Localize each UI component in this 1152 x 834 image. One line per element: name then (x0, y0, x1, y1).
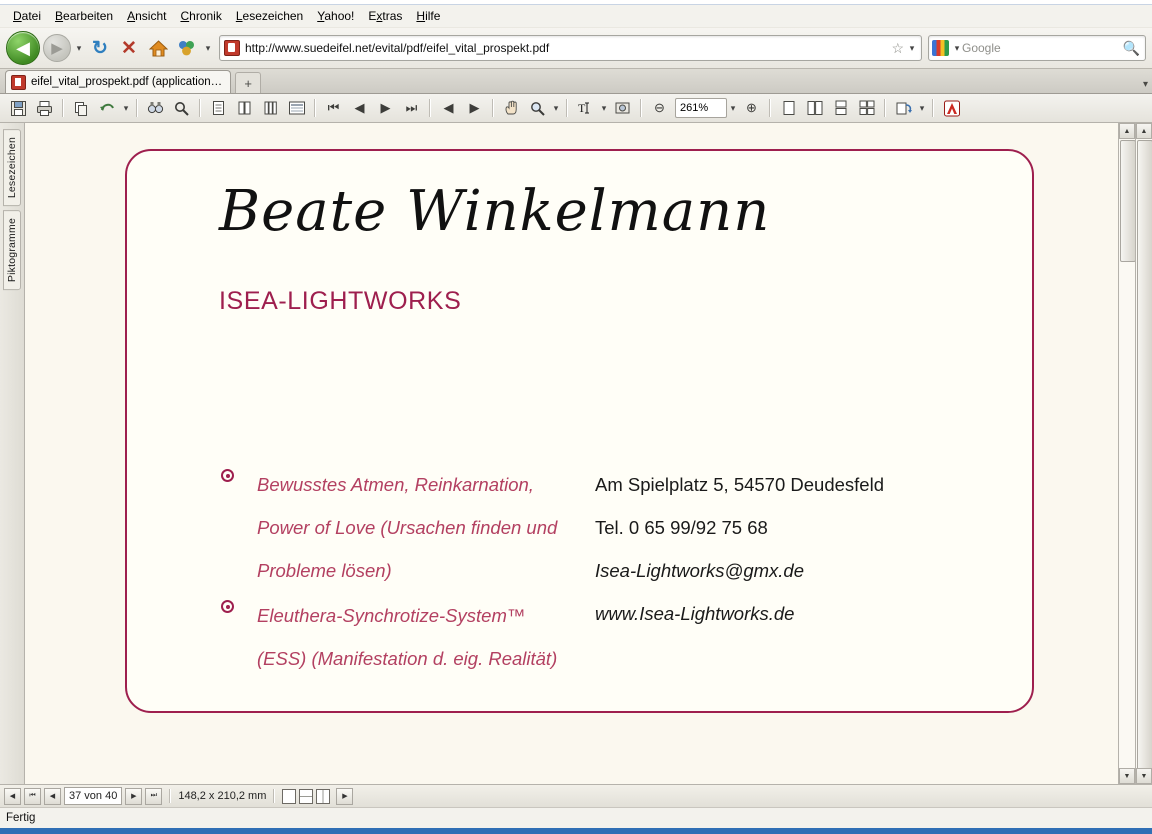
previous-page-icon: ◀ (354, 100, 365, 115)
menu-item-extras[interactable]: Extras (368, 9, 403, 23)
previous-view-button[interactable] (436, 97, 461, 119)
browser-scroll-up-button[interactable] (1136, 123, 1152, 139)
menu-item-yahoo[interactable]: Yahoo! (317, 9, 355, 23)
status-prev-page-button[interactable] (44, 788, 61, 805)
tab-pdf-document[interactable] (5, 70, 231, 93)
browser-scroll-down-button[interactable] (1136, 768, 1152, 784)
scroll-left-button[interactable] (4, 788, 21, 805)
service-line: Probleme lösen) (257, 560, 392, 581)
bullet-icon (221, 469, 234, 482)
first-page-icon: ⏮ (327, 100, 340, 115)
previous-page-icon: ◀ (49, 793, 56, 800)
previous-page-button[interactable] (347, 97, 372, 119)
tab-favicon-icon (11, 75, 26, 90)
scroll-thumb[interactable] (1120, 140, 1136, 262)
zoom-tool-button[interactable] (525, 97, 550, 119)
toolbar-separator (492, 99, 494, 117)
status-separator (169, 789, 171, 803)
next-view-icon: ▶ (469, 100, 480, 115)
toolbar-separator (640, 99, 642, 117)
page-layout-button-1[interactable] (776, 97, 801, 119)
people-icon (177, 39, 197, 57)
card-subtitle: ISEA-LIGHTWORKS (219, 287, 462, 315)
card-services (219, 463, 579, 682)
toolbar-separator (429, 99, 431, 117)
bullet-icon (221, 600, 234, 613)
service-line: Eleuthera-Synchrotize-System™ (257, 605, 526, 626)
google-logo-icon (932, 40, 949, 56)
text-select-caret-icon[interactable]: ▾ (601, 102, 607, 113)
zoom-out-button[interactable] (647, 97, 672, 119)
print-icon (36, 100, 53, 117)
page-size-label: 148,2 x 210,2 mm (178, 790, 267, 802)
pdf-toolbar (0, 94, 1152, 123)
first-page-button[interactable] (321, 97, 346, 119)
status-text: Fertig (6, 812, 36, 824)
text-select-button[interactable] (573, 97, 598, 119)
find-button[interactable] (143, 97, 168, 119)
hand-icon (503, 100, 520, 116)
profile-dropdown-caret-icon[interactable]: ▾ (205, 42, 211, 53)
next-page-icon: ▶ (131, 793, 137, 800)
two-page-layout-icon (807, 100, 823, 116)
stop-button[interactable] (116, 35, 142, 61)
adobe-logo-icon (943, 100, 961, 117)
toolbar-separator (62, 99, 64, 117)
reload-button[interactable] (87, 35, 113, 61)
toolbar-separator (136, 99, 138, 117)
zoom-out-icon: ⊖ (654, 100, 665, 115)
single-page-layout-icon (782, 100, 796, 116)
search-bar[interactable] (928, 35, 1146, 61)
menu-item-lesezeichen[interactable]: Lesezeichen (235, 9, 304, 23)
toolbar-separator (769, 99, 771, 117)
pdf-page[interactable] (25, 123, 1118, 784)
back-button[interactable] (6, 31, 40, 65)
sidebar-tab-piktogramme[interactable]: Piktogramme (3, 210, 21, 290)
first-page-icon: ⏮ (29, 792, 36, 799)
caret-up-icon: ▲ (1123, 127, 1131, 135)
reload-icon: ↻ (92, 37, 108, 59)
stop-icon: ✕ (121, 37, 137, 59)
save-button[interactable] (6, 97, 31, 119)
page-two-icon (238, 100, 251, 116)
forward-button[interactable] (43, 34, 71, 62)
zoom-in-icon: ⊕ (746, 100, 757, 115)
binoculars-icon (147, 100, 164, 116)
page-icon (212, 100, 225, 116)
sidebar-tab-lesezeichen[interactable]: Lesezeichen (3, 129, 21, 206)
print-button[interactable] (32, 97, 57, 119)
bookmark-star-icon[interactable]: ☆ (891, 39, 904, 56)
scroll-down-button[interactable] (1119, 768, 1135, 784)
status-first-page-button[interactable] (24, 788, 41, 805)
facing-layout-icon (859, 100, 875, 116)
adobe-help-button[interactable] (939, 97, 964, 119)
card-name: Beate Winkelmann (219, 179, 771, 244)
caret-down-icon: ▼ (1140, 772, 1148, 780)
browser-scroll-track[interactable] (1136, 139, 1152, 768)
home-icon (149, 40, 168, 57)
single-page-view-button[interactable] (282, 789, 296, 804)
svg-text:T: T (578, 101, 586, 115)
profile-button[interactable] (174, 35, 200, 61)
caret-left-icon: ◀ (9, 793, 16, 800)
url-text[interactable]: http://www.suedeifel.net/evital/pdf/eifel_vital_prospekt.pdf (245, 41, 550, 55)
zoom-in-button[interactable] (739, 97, 764, 119)
chevron-down-icon: ▾ (1142, 79, 1148, 90)
menu-item-ansicht[interactable]: Ansicht (127, 9, 167, 23)
contact-website: www.Isea-Lightworks.de (595, 603, 795, 624)
undo-icon (99, 101, 116, 116)
page-view-button-1[interactable] (206, 97, 231, 119)
service-item (219, 594, 579, 680)
menu-item-hilfe[interactable]: Hilfe (416, 9, 441, 23)
home-button[interactable] (145, 35, 171, 61)
copy-button[interactable] (69, 97, 94, 119)
toolbar-separator (884, 99, 886, 117)
address-bar[interactable] (219, 35, 922, 61)
caret-up-icon: ▲ (1140, 127, 1148, 135)
service-line: Power of Love (Ursachen finden und (257, 517, 558, 538)
menu-item-chronik[interactable]: Chronik (180, 9, 222, 23)
zoom-tool-caret-icon[interactable]: ▾ (553, 102, 559, 113)
caret-down-icon: ▼ (1123, 772, 1131, 780)
zoom-level-caret-icon[interactable]: ▾ (730, 102, 736, 113)
rotate-icon (895, 100, 913, 116)
last-page-icon: ⏭ (405, 100, 418, 115)
url-dropdown-caret-icon[interactable]: ▾ (909, 42, 915, 53)
status-last-page-button[interactable] (145, 788, 162, 805)
contact-address: Am Spielplatz 5, 54570 Deudesfeld (595, 474, 884, 495)
next-page-icon: ▶ (380, 100, 391, 115)
taskbar-edge (0, 828, 1152, 834)
history-dropdown-caret-icon[interactable]: ▾ (76, 42, 82, 53)
zoom-level-combobox[interactable] (675, 98, 727, 118)
pdf-sidebar-tabs (0, 123, 25, 784)
status-next-page-button[interactable] (125, 788, 142, 805)
page-view-button-2[interactable] (232, 97, 257, 119)
card-contact (595, 463, 884, 635)
site-favicon-icon (224, 40, 240, 56)
contact-phone: Tel. 0 65 99/92 75 68 (595, 517, 768, 538)
page-view-button-3[interactable] (258, 97, 283, 119)
last-page-icon: ⏭ (150, 792, 157, 799)
new-tab-button[interactable] (235, 72, 261, 93)
menu-item-bearbeiten[interactable]: Bearbeiten (55, 9, 114, 23)
undo-dropdown-caret-icon[interactable]: ▾ (123, 102, 129, 113)
reading-mode-button[interactable] (284, 97, 309, 119)
page-layout-button-2[interactable] (802, 97, 827, 119)
next-page-button[interactable] (373, 97, 398, 119)
facing-view-button[interactable] (316, 789, 330, 804)
business-card (125, 149, 1034, 713)
scroll-right-button[interactable] (336, 788, 353, 805)
scroll-up-button[interactable] (1119, 123, 1135, 139)
toolbar-separator (199, 99, 201, 117)
page-layout-button-3[interactable] (828, 97, 853, 119)
rotate-caret-icon[interactable]: ▾ (919, 102, 925, 113)
service-line: Bewusstes Atmen, Reinkarnation, (257, 474, 534, 495)
toolbar-separator (566, 99, 568, 117)
pdf-viewer-area (0, 123, 1152, 784)
page-three-icon (264, 100, 277, 116)
menu-bar (0, 5, 1152, 28)
page-layout-button-4[interactable] (854, 97, 879, 119)
undo-button[interactable] (95, 97, 120, 119)
pdf-status-bar (0, 784, 1152, 807)
search-engine-caret-icon[interactable]: ▾ (954, 42, 960, 53)
snapshot-icon (614, 100, 631, 116)
tab-label: eifel_vital_prospekt.pdf (application… (31, 76, 223, 88)
browser-status-bar (0, 807, 1152, 828)
service-item (219, 463, 579, 592)
back-arrow-icon: ◀ (16, 38, 30, 58)
scroll-track[interactable] (1119, 139, 1135, 768)
find-next-button[interactable] (169, 97, 194, 119)
reading-icon (288, 100, 306, 116)
text-select-icon (577, 100, 594, 116)
navigation-toolbar (0, 28, 1152, 69)
previous-view-icon: ◀ (443, 100, 454, 115)
rotate-button[interactable] (891, 97, 916, 119)
hand-tool-button[interactable] (499, 97, 524, 119)
contact-email: Isea-Lightworks@gmx.de (595, 560, 805, 581)
search-icon[interactable]: 🔍 (1122, 39, 1140, 56)
tab-list-button[interactable] (1143, 79, 1148, 90)
find-next-icon (173, 100, 190, 116)
snapshot-button[interactable] (610, 97, 635, 119)
next-view-button[interactable] (462, 97, 487, 119)
zoom-level-value[interactable]: 261% (680, 102, 709, 114)
menu-item-datei[interactable]: Datei (13, 9, 42, 23)
search-input[interactable]: Google (962, 41, 1001, 55)
pdf-vertical-scrollbar[interactable] (1118, 123, 1135, 784)
status-separator (273, 789, 275, 803)
page-number-field[interactable]: 37 von 40 (64, 787, 122, 805)
save-icon (10, 100, 27, 117)
caret-right-icon: ▶ (342, 793, 348, 800)
toolbar-separator (932, 99, 934, 117)
last-page-button[interactable] (399, 97, 424, 119)
plus-icon: + (244, 75, 252, 91)
browser-vertical-scrollbar[interactable] (1135, 123, 1152, 784)
continuous-view-button[interactable] (299, 789, 313, 804)
forward-arrow-icon: ▶ (51, 39, 63, 57)
service-line: (ESS) (Manifestation d. eig. Realität) (257, 648, 558, 669)
toolbar-separator (314, 99, 316, 117)
tab-strip (0, 69, 1152, 94)
copy-icon (73, 100, 90, 117)
browser-scroll-thumb[interactable] (1137, 140, 1152, 771)
continuous-layout-icon (833, 100, 849, 116)
zoom-tool-icon (529, 100, 546, 116)
